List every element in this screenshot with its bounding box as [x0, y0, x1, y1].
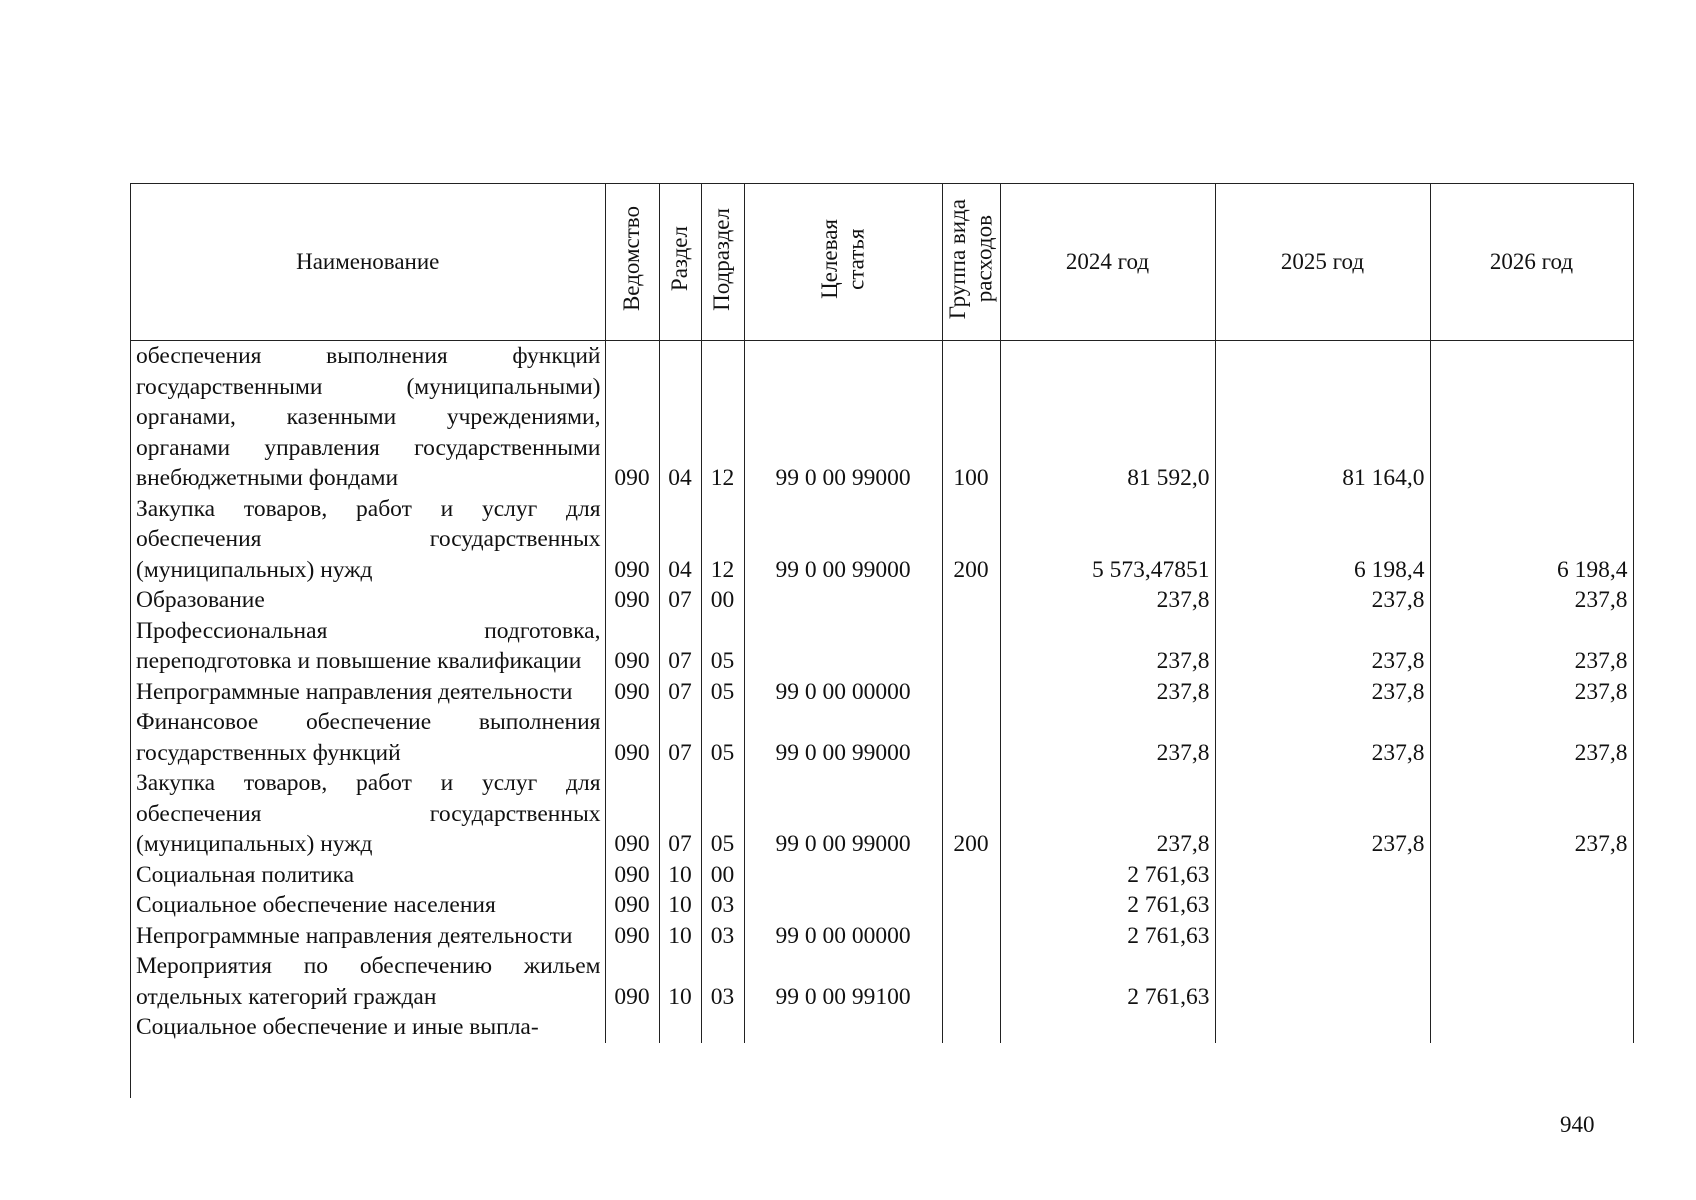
row-target-article: [744, 616, 942, 677]
row-section: 04: [659, 494, 701, 586]
header-target-article: Целевая статья: [744, 184, 942, 341]
table-body: [131, 341, 1633, 1043]
row-expense-group: [942, 890, 1000, 921]
row-ministry: 090: [605, 921, 659, 952]
row-amount-2024: 2 761,63: [1000, 921, 1215, 952]
row-expense-group: [942, 860, 1000, 891]
row-amount-2026: 6 198,4: [1430, 494, 1633, 586]
budget-table-sheet: [130, 183, 1634, 1098]
row-amount-2025: [1215, 951, 1430, 1012]
table-row: [131, 1012, 1633, 1043]
row-target-article: 99 0 00 00000: [744, 921, 942, 952]
row-target-article: 99 0 00 99000: [744, 707, 942, 768]
row-amount-2026: [1430, 890, 1633, 921]
row-amount-2026: 237,8: [1430, 677, 1633, 708]
row-ministry: 090: [605, 341, 659, 494]
row-expense-group: [942, 951, 1000, 1012]
row-amount-2024: 237,8: [1000, 707, 1215, 768]
row-amount-2026: 237,8: [1430, 707, 1633, 768]
row-name: Мероприятия по обеспечению жильем отдельных категорий граждан: [131, 951, 605, 1012]
row-amount-2025: 237,8: [1215, 707, 1430, 768]
row-subsection: 05: [701, 768, 744, 860]
row-ministry: [605, 1012, 659, 1043]
row-target-article: 99 0 00 99100: [744, 951, 942, 1012]
row-name: Непрограммные направления деятельности: [131, 921, 605, 952]
row-amount-2025: 237,8: [1215, 677, 1430, 708]
header-section: Раздел: [659, 184, 701, 341]
row-expense-group: 200: [942, 768, 1000, 860]
header-name: Наименование: [131, 184, 605, 341]
budget-table: [131, 184, 1634, 1043]
row-expense-group: [942, 707, 1000, 768]
row-amount-2025: 6 198,4: [1215, 494, 1430, 586]
row-amount-2025: [1215, 890, 1430, 921]
row-name: Образование: [131, 585, 605, 616]
row-section: [659, 1012, 701, 1043]
row-ministry: 090: [605, 860, 659, 891]
row-name: Непрограммные направления деятельности: [131, 677, 605, 708]
table-row: [131, 341, 1633, 494]
table-row: [131, 921, 1633, 952]
row-amount-2026: 237,8: [1430, 768, 1633, 860]
row-name: Профессиональная подготовка, переподготовка и повышение квалификации: [131, 616, 605, 677]
row-expense-group: 100: [942, 341, 1000, 494]
row-subsection: 03: [701, 890, 744, 921]
row-target-article: 99 0 00 00000: [744, 677, 942, 708]
row-ministry: 090: [605, 890, 659, 921]
row-section: 07: [659, 768, 701, 860]
row-amount-2025: [1215, 1012, 1430, 1043]
row-amount-2026: [1430, 860, 1633, 891]
row-amount-2024: 237,8: [1000, 585, 1215, 616]
row-target-article: [744, 890, 942, 921]
row-ministry: 090: [605, 951, 659, 1012]
table-row: [131, 860, 1633, 891]
row-amount-2025: 237,8: [1215, 768, 1430, 860]
row-expense-group: [942, 616, 1000, 677]
row-section: 10: [659, 951, 701, 1012]
row-expense-group: [942, 677, 1000, 708]
row-subsection: 00: [701, 860, 744, 891]
row-name: обеспечения выполнения функций государственными (муниципальными) органами, казенными учреждениями, органами управления государственными внебюджетными фондами: [131, 341, 605, 494]
row-amount-2026: [1430, 951, 1633, 1012]
row-expense-group: [942, 1012, 1000, 1043]
row-name: Социальное обеспечение и иные выпла-: [131, 1012, 605, 1043]
row-target-article: [744, 1012, 942, 1043]
table-header-row: [131, 184, 1633, 341]
row-expense-group: [942, 921, 1000, 952]
header-year-2024: 2024 год: [1000, 184, 1215, 341]
row-expense-group: [942, 585, 1000, 616]
table-row: [131, 707, 1633, 768]
row-subsection: 05: [701, 677, 744, 708]
row-amount-2026: 237,8: [1430, 585, 1633, 616]
row-subsection: 05: [701, 616, 744, 677]
row-target-article: 99 0 00 99000: [744, 341, 942, 494]
row-amount-2024: 237,8: [1000, 768, 1215, 860]
table-row: [131, 890, 1633, 921]
row-amount-2024: 2 761,63: [1000, 951, 1215, 1012]
row-section: 10: [659, 890, 701, 921]
header-ministry: Ведомство: [605, 184, 659, 341]
header-year-2026: 2026 год: [1430, 184, 1633, 341]
table-row: [131, 585, 1633, 616]
table-row: [131, 768, 1633, 860]
row-section: 07: [659, 677, 701, 708]
row-name: Закупка товаров, работ и услуг для обеспечения государственных (муниципальных) нужд: [131, 768, 605, 860]
row-amount-2024: 5 573,47851: [1000, 494, 1215, 586]
row-subsection: 00: [701, 585, 744, 616]
table-row: [131, 616, 1633, 677]
row-target-article: [744, 860, 942, 891]
row-target-article: [744, 585, 942, 616]
row-amount-2024: 237,8: [1000, 677, 1215, 708]
row-amount-2025: [1215, 860, 1430, 891]
table-row: [131, 677, 1633, 708]
row-section: 07: [659, 616, 701, 677]
row-section: 04: [659, 341, 701, 494]
row-name: Социальное обеспечение населения: [131, 890, 605, 921]
row-target-article: 99 0 00 99000: [744, 768, 942, 860]
row-section: 07: [659, 707, 701, 768]
row-subsection: 05: [701, 707, 744, 768]
row-amount-2024: [1000, 1012, 1215, 1043]
page-number: 940: [1560, 1112, 1595, 1137]
header-subsection: Подраздел: [701, 184, 744, 341]
row-amount-2026: 237,8: [1430, 616, 1633, 677]
row-amount-2025: 237,8: [1215, 616, 1430, 677]
row-section: 10: [659, 860, 701, 891]
table-row: [131, 951, 1633, 1012]
row-subsection: 03: [701, 951, 744, 1012]
row-ministry: 090: [605, 707, 659, 768]
header-expense-group: Группа вида расходов: [942, 184, 1000, 341]
row-expense-group: 200: [942, 494, 1000, 586]
row-amount-2024: 2 761,63: [1000, 890, 1215, 921]
row-amount-2026: [1430, 921, 1633, 952]
row-ministry: 090: [605, 616, 659, 677]
row-ministry: 090: [605, 677, 659, 708]
row-amount-2024: 81 592,0: [1000, 341, 1215, 494]
row-subsection: 12: [701, 341, 744, 494]
row-amount-2025: [1215, 921, 1430, 952]
row-subsection: 03: [701, 921, 744, 952]
row-name: Социальная политика: [131, 860, 605, 891]
row-amount-2025: 237,8: [1215, 585, 1430, 616]
row-name: Финансовое обеспечение выполнения государственных функций: [131, 707, 605, 768]
row-amount-2026: [1430, 341, 1633, 494]
row-subsection: 12: [701, 494, 744, 586]
row-section: 07: [659, 585, 701, 616]
header-year-2025: 2025 год: [1215, 184, 1430, 341]
row-ministry: 090: [605, 768, 659, 860]
row-target-article: 99 0 00 99000: [744, 494, 942, 586]
row-amount-2024: 237,8: [1000, 616, 1215, 677]
table-row: [131, 494, 1633, 586]
row-ministry: 090: [605, 585, 659, 616]
row-ministry: 090: [605, 494, 659, 586]
row-section: 10: [659, 921, 701, 952]
row-amount-2024: 2 761,63: [1000, 860, 1215, 891]
row-subsection: [701, 1012, 744, 1043]
row-amount-2026: [1430, 1012, 1633, 1043]
row-amount-2025: 81 164,0: [1215, 341, 1430, 494]
row-name: Закупка товаров, работ и услуг для обеспечения государственных (муниципальных) нужд: [131, 494, 605, 586]
